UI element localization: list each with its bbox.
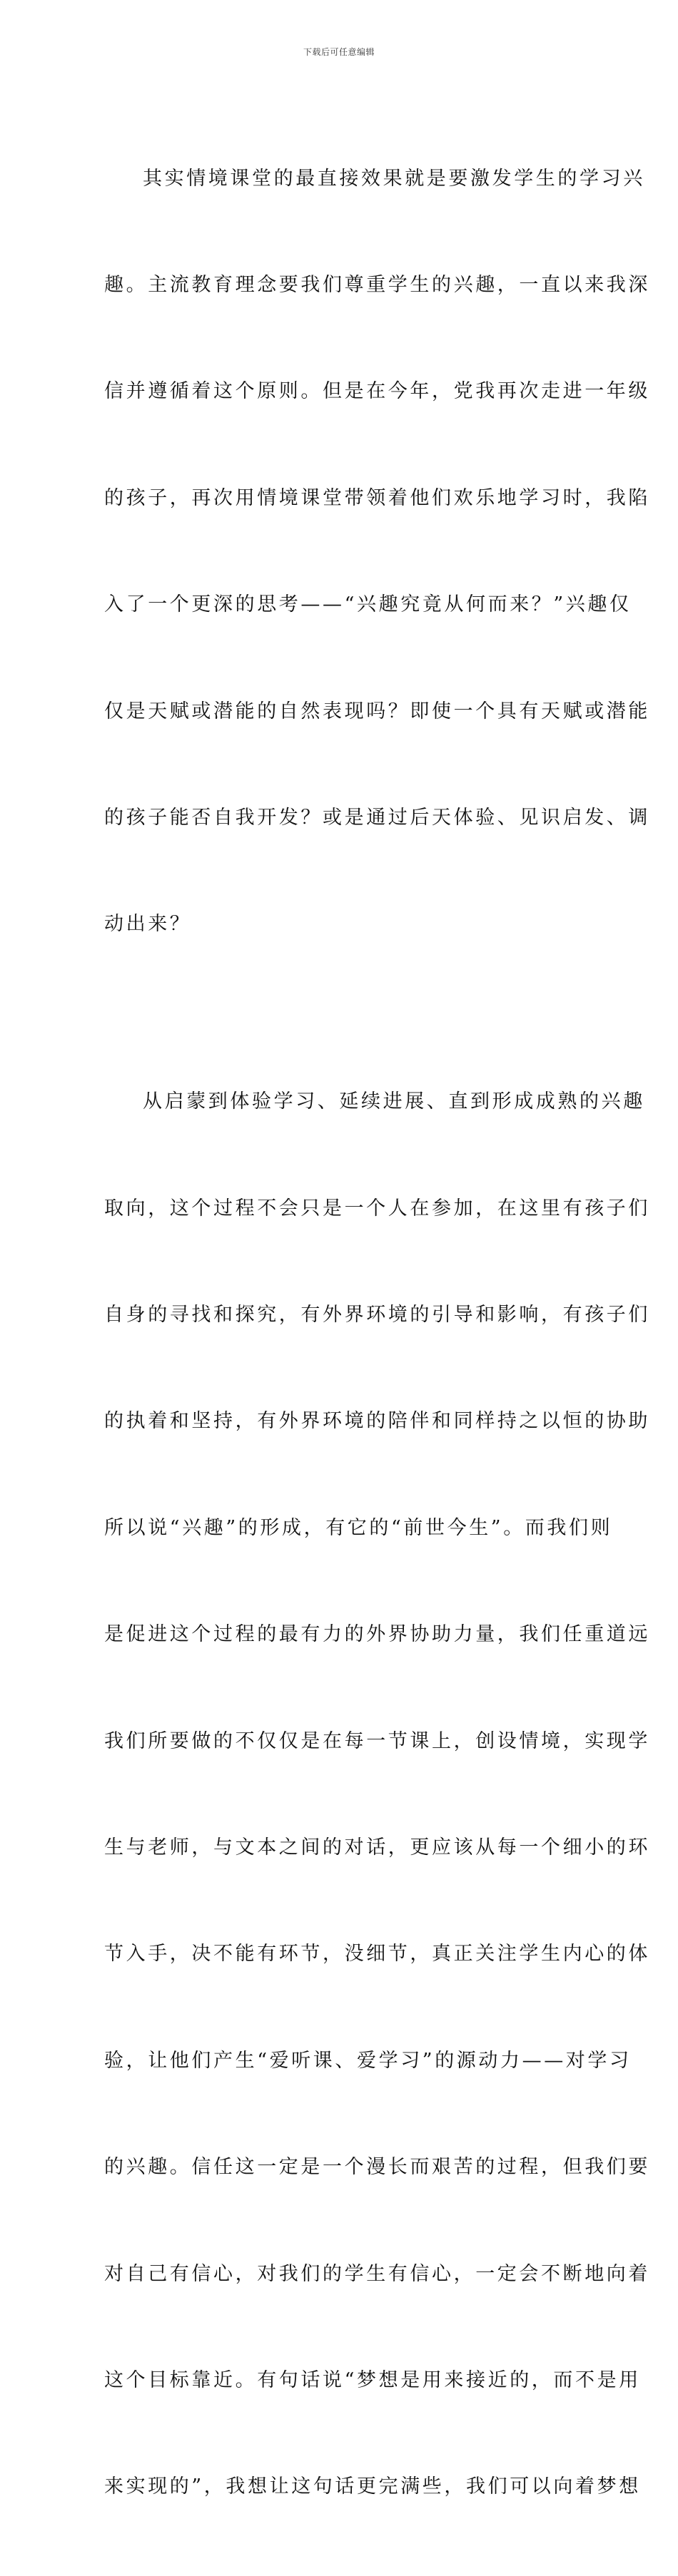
text-line: 仅是天赋或潜能的自然表现吗？即使一个具有天赋或潜能: [104, 700, 650, 722]
text-line: 的兴趣。信任这一定是一个漫长而艰苦的过程，但我们要: [104, 2156, 650, 2179]
text-line: 的孩子能否自我开发？或是通过后天体验、见识启发、调: [104, 806, 650, 829]
text-line: 对自己有信心，对我们的学生有信心，一定会不断地向着: [104, 2262, 650, 2285]
text-line: 的孩子，再次用情境课堂带领着他们欢乐地学习时，我陷: [104, 486, 650, 509]
paragraph-1: [104, 90, 650, 1013]
text-line: 其实情境课堂的最直接效果就是要激发学生的学习兴: [143, 167, 645, 190]
text-line: 动出来？: [104, 913, 192, 936]
body-text: [104, 90, 650, 2576]
text-line: 从启蒙到体验学习、延续进展、直到形成成熟的兴趣: [143, 1090, 645, 1113]
text-line: 自身的寻找和探究，有外界环境的引导和影响，有孩子们: [104, 1304, 650, 1327]
text-line: 生与老师，与文本之间的对话，更应该从每一个细小的环: [104, 1836, 650, 1859]
text-line: 验，让他们产生“爱听课、爱学习”的源动力——对学习: [104, 2049, 632, 2072]
text-line: 我们所要做的不仅仅是在每一节课上，创设情境，实现学: [104, 1729, 650, 1752]
text-line: 来实现的”，我想让这句话更完满些，我们可以向着梦想: [104, 2475, 641, 2498]
text-line: 所以说“兴趣”的形成，有它的“前世今生”。而我们则: [104, 1516, 613, 1539]
text-line: 节入手，决不能有环节，没细节，真正关注学生内心的体: [104, 1943, 650, 1966]
text-line: 趣。主流教育理念要我们尊重学生的兴趣，一直以来我深: [104, 273, 650, 296]
text-line: 信并遵循着这个原则。但是在今年，党我再次走进一年级: [104, 380, 650, 403]
download-note: 下载后可任意编辑: [303, 47, 375, 57]
text-line: 入了一个更深的思考——“兴趣究竟从何而来？”兴趣仅: [104, 593, 632, 616]
text-line: 取向，这个过程不会只是一个人在参加，在这里有孩子们: [104, 1197, 650, 1220]
text-line: 这个目标靠近。有句话说“梦想是用来接近的，而不是用: [104, 2369, 641, 2391]
paragraph-2: [104, 1013, 650, 2576]
text-line: 的执着和坚持，有外界环境的陪伴和同样持之以恒的协助: [104, 1410, 650, 1433]
text-line: 是促进这个过程的最有力的外界协助力量，我们任重道远: [104, 1623, 650, 1646]
